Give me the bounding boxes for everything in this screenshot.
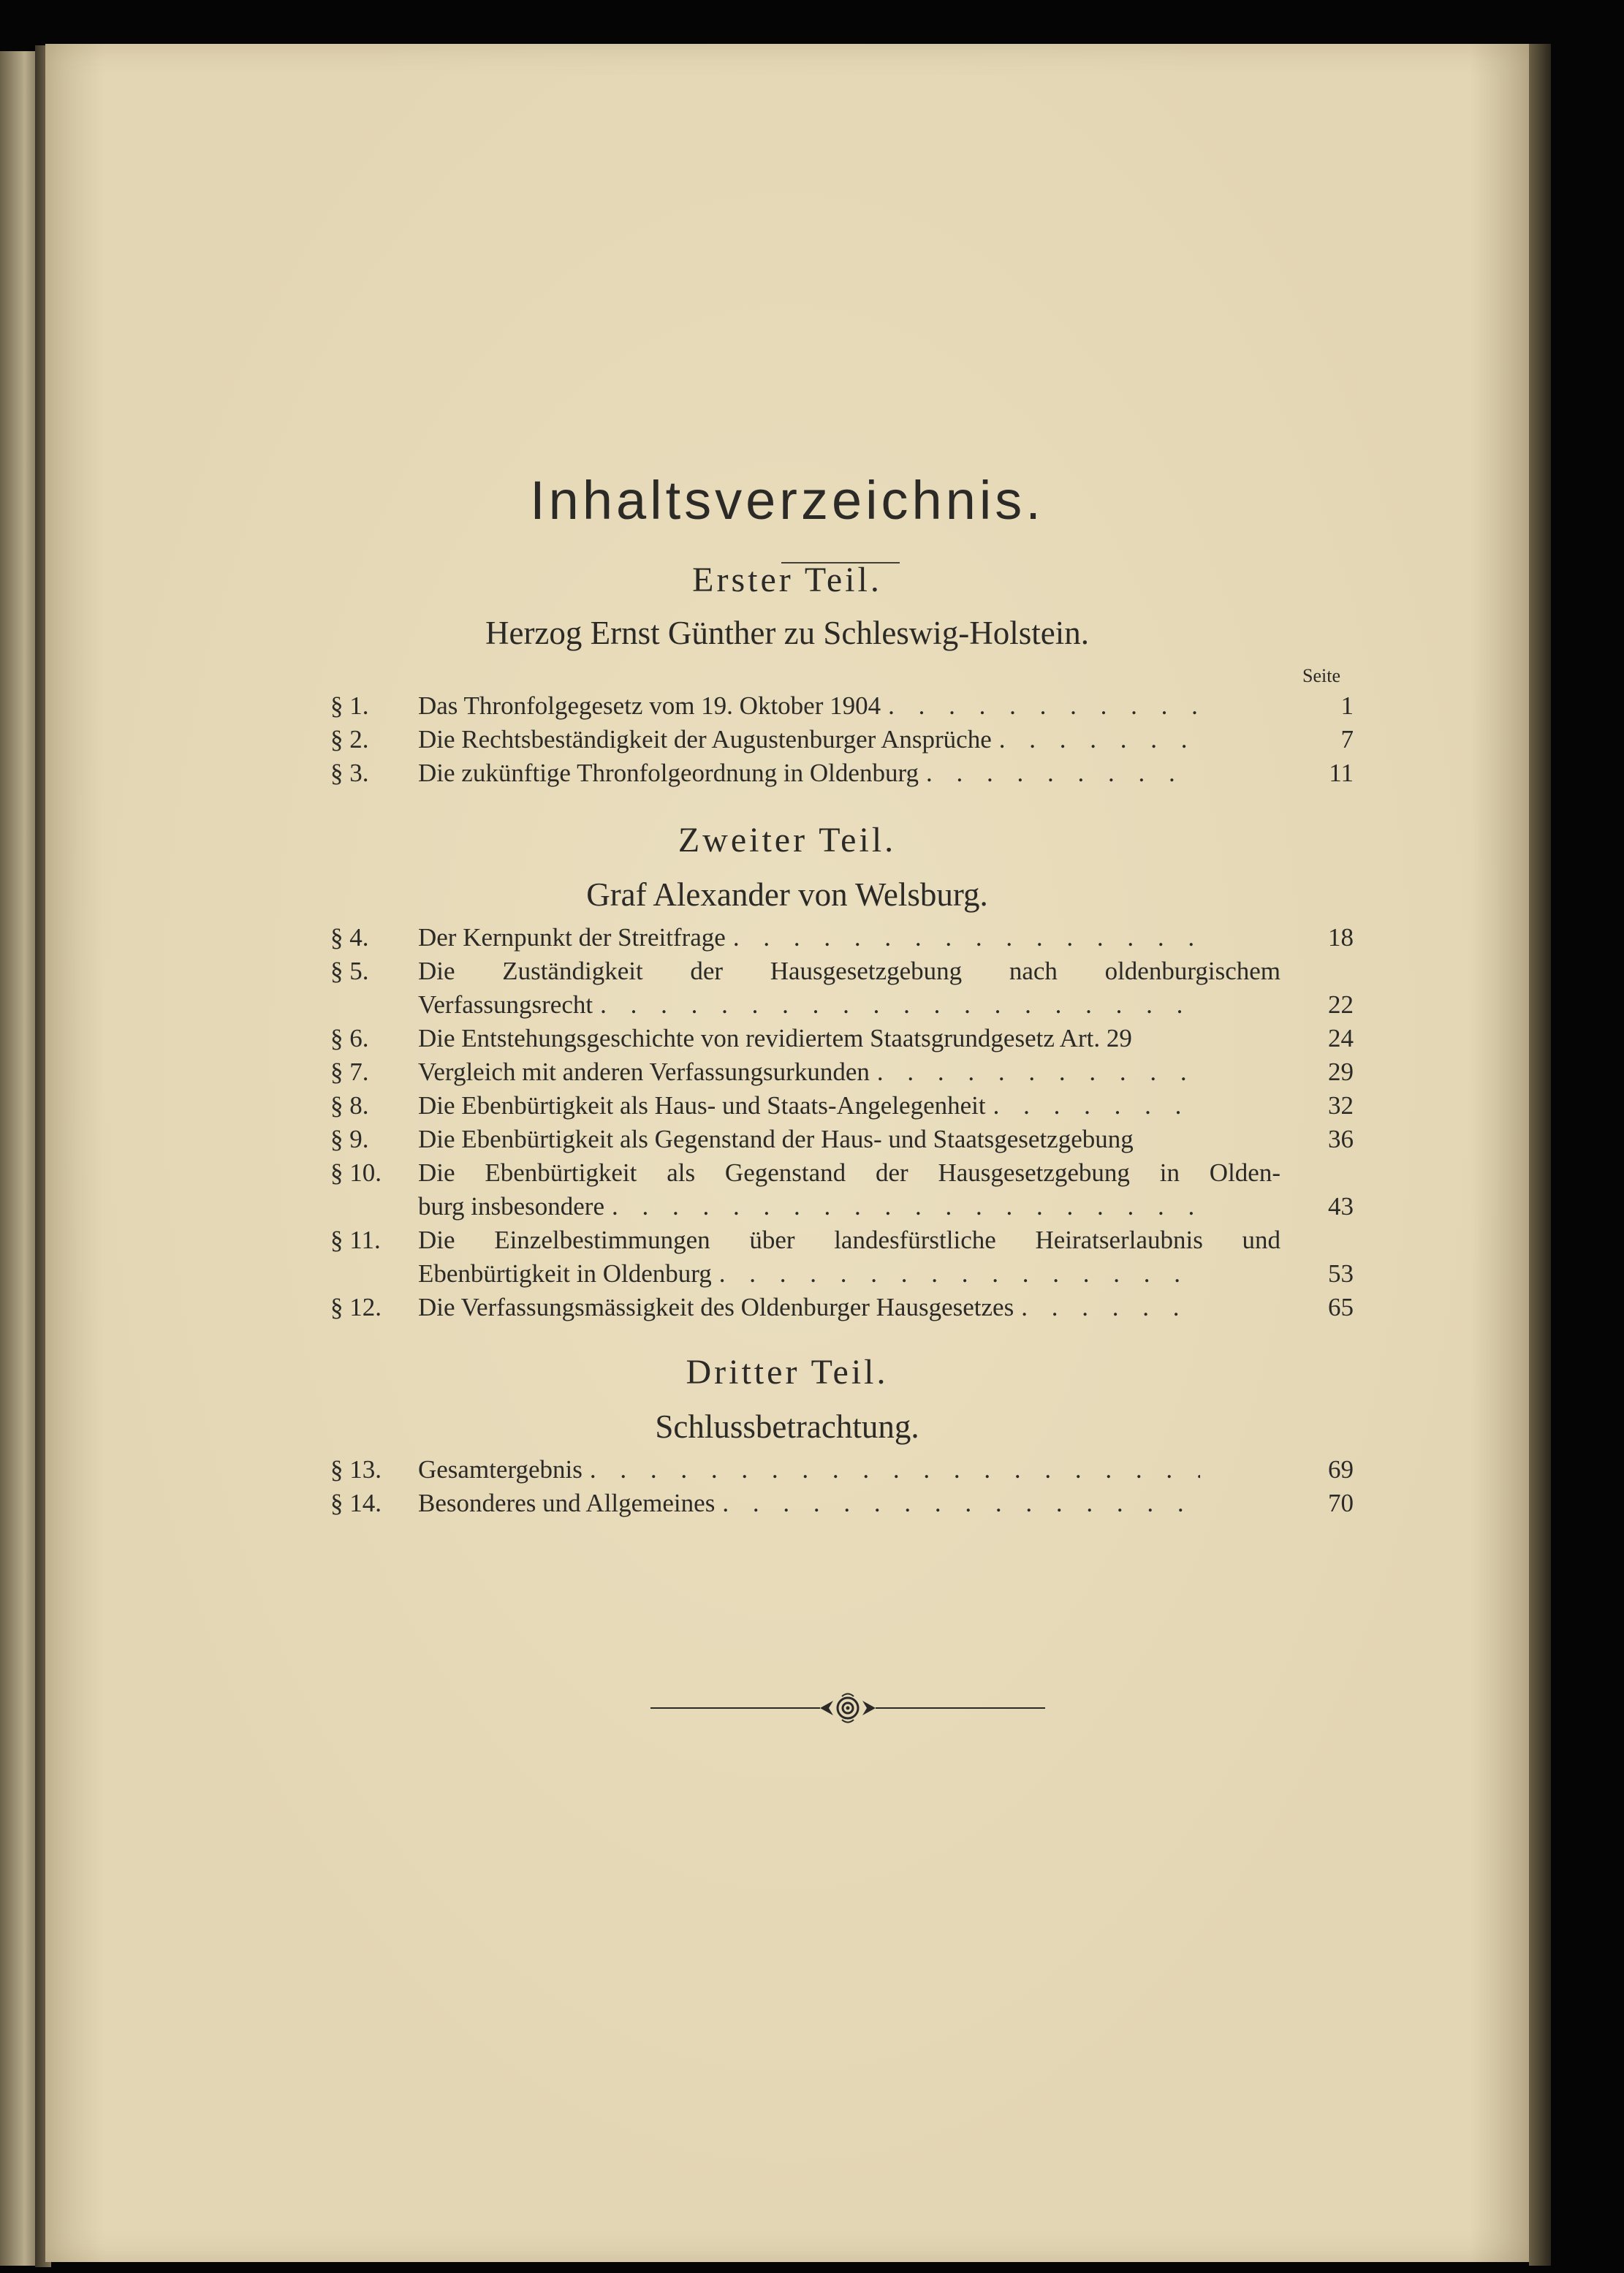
leader-dots (926, 756, 1200, 790)
seite-label: Seite (1302, 665, 1340, 686)
toc-entry-8[interactable] (330, 1089, 1354, 1123)
entry-title: Das Thronfolgegesetz vom 19. Oktober 1904 (418, 691, 881, 720)
left-page-edge (0, 51, 35, 2266)
entry-number: § 3. (330, 759, 369, 787)
entry-number: § 13. (330, 1455, 382, 1484)
entry-number: § 4. (330, 923, 369, 952)
entry-number: § 2. (330, 725, 369, 754)
toc-entry-2[interactable] (330, 723, 1354, 756)
part-2-subheading: Graf Alexander von Welsburg. (586, 876, 988, 913)
entry-page: 24 (1328, 1024, 1354, 1052)
toc-entry-1[interactable] (330, 689, 1354, 723)
leader-dots (888, 689, 1200, 723)
leader-dots (1021, 1291, 1200, 1324)
entry-number: § 7. (330, 1058, 369, 1086)
entry-page: 43 (1328, 1192, 1354, 1221)
leader-dots (612, 1190, 1200, 1223)
toc-entry-4[interactable] (330, 921, 1354, 955)
toc-entry-14[interactable] (330, 1487, 1354, 1520)
part-3-subheading: Schlussbetrachtung. (655, 1408, 919, 1445)
leader-dots (993, 1089, 1200, 1123)
entry-page: 7 (1340, 725, 1354, 754)
entry-number: § 6. (330, 1024, 369, 1052)
entry-number: § 11. (330, 1226, 381, 1254)
entry-number: § 14. (330, 1489, 382, 1517)
entry-page: 18 (1328, 923, 1354, 952)
entry-title: Gesamtergebnis (418, 1455, 583, 1484)
entry-title-line-1: Die Einzelbestimmungen über landesfürstliche Heiratserlaubnis und (418, 1226, 1280, 1254)
ornament-divider (650, 1690, 1045, 1726)
leader-dots (722, 1487, 1200, 1520)
leader-dots (999, 723, 1200, 756)
entry-title: Die Rechtsbeständigkeit der Augustenburger Ansprüche (418, 725, 992, 754)
book-page (45, 44, 1529, 2262)
toc-entry-7[interactable] (330, 1055, 1354, 1089)
entry-title: Vergleich mit anderen Verfassungsurkunden (418, 1058, 870, 1086)
entry-page: 70 (1328, 1489, 1354, 1517)
entry-page: 1 (1340, 691, 1354, 720)
leader-dots (733, 921, 1200, 955)
part-1-subheading: Herzog Ernst Günther zu Schleswig-Holstein. (485, 615, 1090, 651)
entry-number: § 1. (330, 691, 369, 720)
entry-number: § 8. (330, 1091, 369, 1120)
part-1-heading: Erster Teil. (692, 561, 882, 599)
part-3-heading: Dritter Teil. (686, 1353, 889, 1392)
leader-dots (600, 988, 1200, 1022)
entry-title-line-2: Ebenbürtigkeit in Oldenburg (418, 1259, 712, 1288)
toc-entry-3[interactable] (330, 756, 1354, 790)
entry-title-line-2: burg insbesondere (418, 1192, 604, 1221)
entry-title: Die Ebenbürtigkeit als Gegenstand der Haus- und Staatsgesetzgebung (418, 1125, 1134, 1153)
entry-number: § 10. (330, 1158, 382, 1187)
part-2-heading: Zweiter Teil. (678, 821, 897, 860)
entry-title: Die Entstehungsgeschichte von revidiertem Staatsgrundgesetz Art. 29 (418, 1024, 1132, 1052)
right-book-edge (1529, 44, 1551, 2266)
entry-page: 22 (1328, 990, 1354, 1019)
leader-dots (590, 1453, 1200, 1487)
entry-page: 36 (1328, 1125, 1354, 1153)
toc-entry-5[interactable] (330, 955, 1354, 1022)
toc-entry-9[interactable] (330, 1123, 1354, 1156)
entry-page: 32 (1328, 1091, 1354, 1120)
entry-page: 53 (1328, 1259, 1354, 1288)
entry-number: § 5. (330, 957, 369, 985)
entry-number: § 9. (330, 1125, 369, 1153)
entry-number: § 12. (330, 1293, 382, 1321)
entry-title-line-1: Die Zuständigkeit der Hausgesetzgebung nach oldenburgischem (418, 957, 1280, 985)
entry-page: 29 (1328, 1058, 1354, 1086)
entry-title: Die Verfassungsmässigkeit des Oldenburger Hausgesetzes (418, 1293, 1014, 1321)
toc-entry-6[interactable] (330, 1022, 1354, 1055)
page-title: Inhaltsverzeichnis. (530, 470, 1044, 531)
entry-title: Die zukünftige Thronfolgeordnung in Oldenburg (418, 759, 919, 787)
entry-page: 65 (1328, 1293, 1354, 1321)
entry-title: Der Kernpunkt der Streitfrage (418, 923, 726, 952)
leader-dots (877, 1055, 1200, 1089)
entry-title-line-1: Die Ebenbürtigkeit als Gegenstand der Hausgesetzgebung in Olden- (418, 1158, 1280, 1187)
toc-entry-10[interactable] (330, 1156, 1354, 1223)
entry-title-line-2: Verfassungsrecht (418, 990, 593, 1019)
entry-title: Die Ebenbürtigkeit als Haus- und Staats-Angelegenheit (418, 1091, 986, 1120)
toc-entry-13[interactable] (330, 1453, 1354, 1487)
toc-entry-11[interactable] (330, 1223, 1354, 1291)
entry-page: 69 (1328, 1455, 1354, 1484)
leader-dots (719, 1257, 1200, 1291)
entry-title: Besonderes und Allgemeines (418, 1489, 716, 1517)
entry-page: 11 (1329, 759, 1354, 787)
toc-entry-12[interactable] (330, 1291, 1354, 1324)
